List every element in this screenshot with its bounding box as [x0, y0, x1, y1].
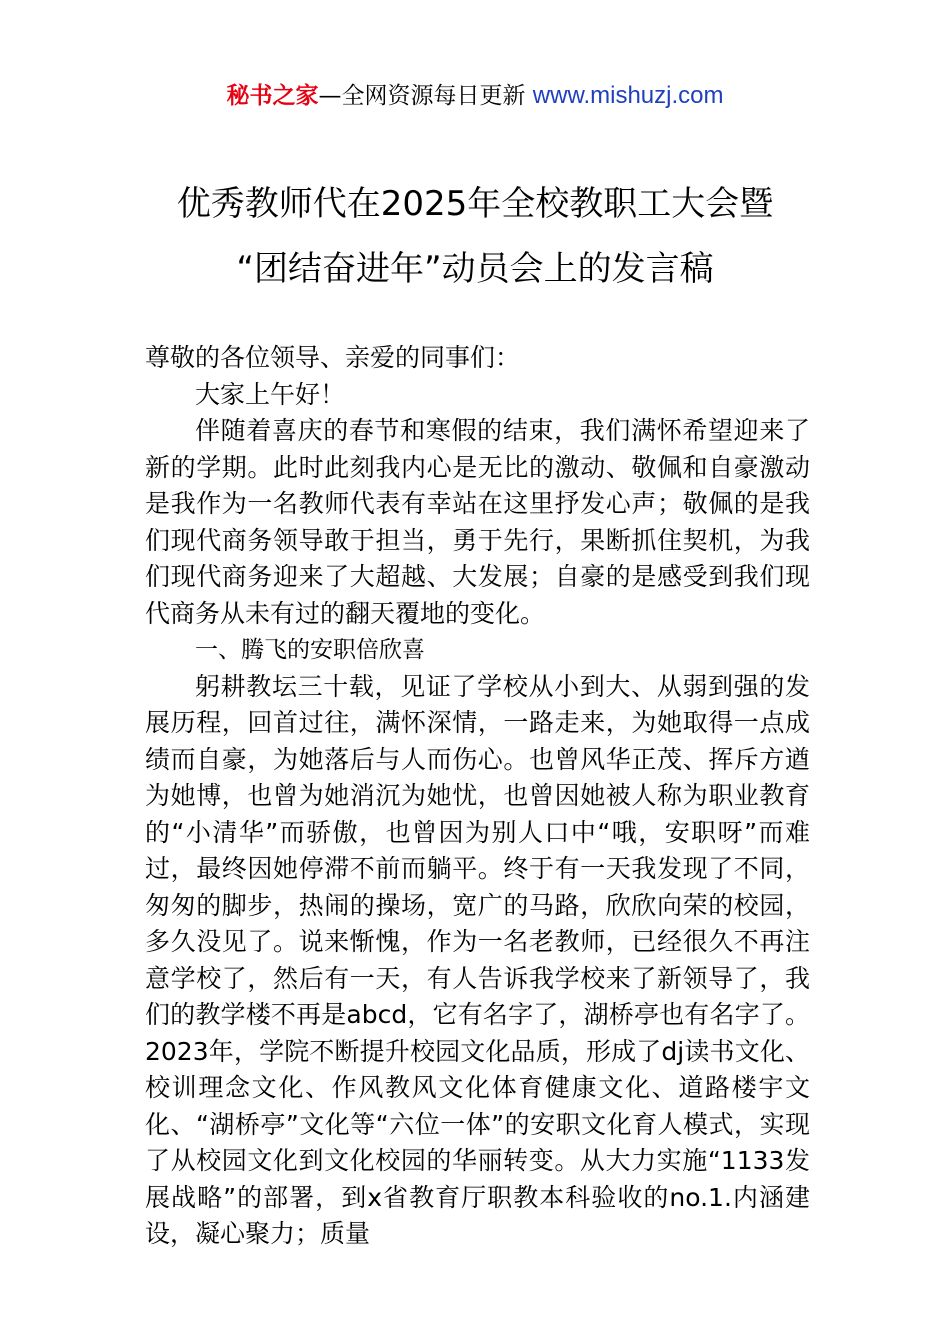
document-title-line-2: “团结奋进年”动员会上的发言稿: [236, 249, 714, 289]
section-heading-1: 一、腾飞的安职倍欣喜: [195, 637, 425, 663]
paragraph-2: 躬耕教坛三十载，见证了学校从小到大、从弱到强的发展历程，回首过往，满怀深情，一路走来，为她取得一点成绩而自豪，为她落后与人而伤心。也曾风华正茂、挥斥方遒为她博，也曾为她消沉为她忧，也曾因她被人称为职业教育的“小清华”而骄傲，也曾因为别人口中“哦，安职呀”而难过，最终因她停滞不前而躺平。终于有一天我发现了不同，匆匆的脚步，热闹的操场，宽广的马路，欣欣向荣的校园，多久没见了。说来惭愧，作为一名老教师，已经很久不再注意学校了，然后有一天，有人告诉我学校来了新领导了，我们的教学楼不再是abcd，它有名字了，湖桥亭也有名字了。2023年，学院不断提升校园文化品质，形成了dj读书文化、校训理念文化、作风教风文化体育健康文化、道路楼宇文化、“湖桥亭”文化等“六位一体”的安职文化育人模式，实现了从校园文化到文化校园的华丽转变。从大力实施“1133发展战略”的部署，到x省教育厅职教本科验收的no.1.内涵建设，凝心聚力；质量: [145, 671, 810, 1248]
site-header: [0, 80, 950, 112]
greeting: 大家上午好！: [195, 379, 346, 409]
salutation: 尊敬的各位领导、亲爱的同事们：: [145, 343, 521, 372]
paragraph-1: 伴随着喜庆的春节和寒假的结束，我们满怀希望迎来了新的学期。此时此刻我内心是无比的激动、敬佩和自豪激动是我作为一名教师代表有幸站在这里抒发心声；敬佩的是我们现代商务领导敢于担当，勇于先行，果断抓住契机，为我们现代商务迎来了大超越、大发展；自豪的是感受到我们现代商务从未有过的翻天覆地的变化。: [145, 416, 810, 628]
site-tagline: —全网资源每日更新: [318, 83, 533, 109]
document-title-line-1: 优秀教师代在2025年全校教职工大会暨: [176, 184, 774, 224]
site-brand: 秘书之家: [226, 83, 319, 109]
site-url-link[interactable]: www.mishuzj.com: [532, 82, 724, 109]
document-body: [145, 340, 810, 1253]
